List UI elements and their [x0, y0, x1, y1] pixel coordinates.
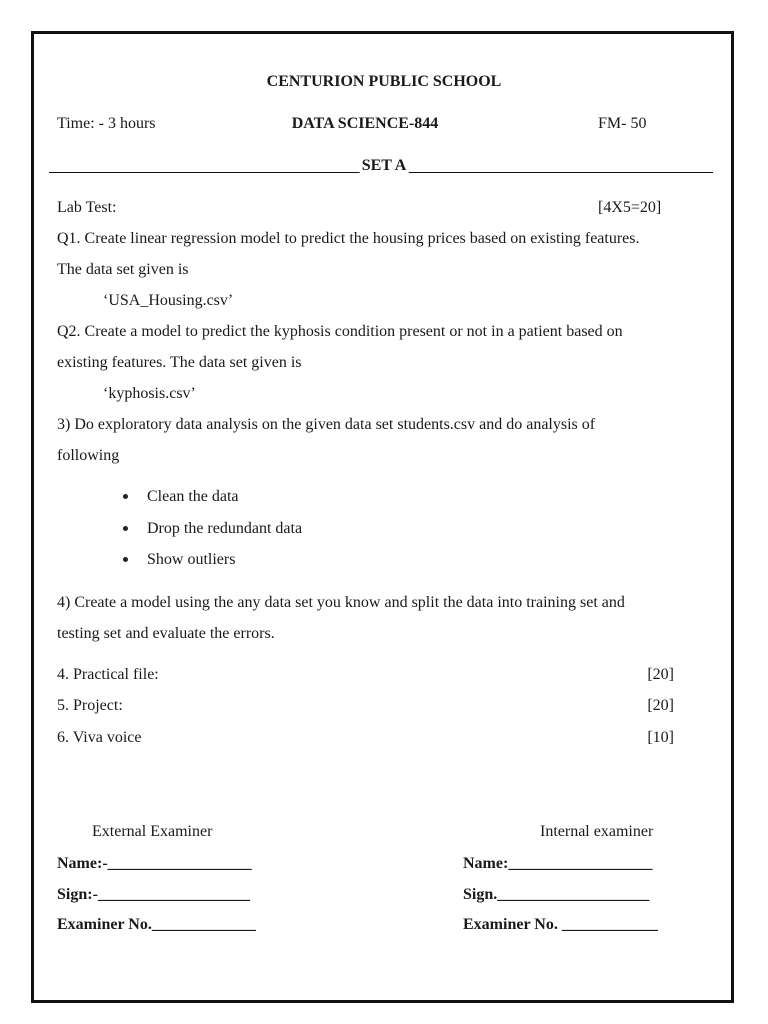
q2-text-cont: existing features. The data set given is — [57, 354, 302, 371]
q2-file: ‘kyphosis.csv’ — [103, 385, 196, 402]
subject-title: DATA SCIENCE-844 — [291, 115, 439, 132]
viva-marks: [10] — [647, 729, 674, 746]
project-marks: [20] — [647, 697, 674, 714]
internal-name-field: Name:__________________ — [463, 855, 653, 872]
practical-file-marks: [20] — [647, 666, 674, 683]
project-label: 5. Project: — [57, 697, 123, 714]
external-examiner-no-field: Examiner No._____________ — [57, 916, 256, 933]
internal-examiner-no-field: Examiner No. ____________ — [463, 916, 658, 933]
lab-test-label: Lab Test: — [57, 199, 117, 216]
q4-text-cont: testing set and evaluate the errors. — [57, 625, 275, 642]
set-label: SET A — [361, 157, 407, 174]
q1-text-cont: The data set given is — [57, 261, 189, 278]
external-sign-field: Sign:-___________________ — [57, 886, 250, 903]
q3-bullet-item: Clean the data — [147, 488, 239, 505]
external-examiner-title: External Examiner — [92, 823, 213, 840]
bullet-icon — [123, 557, 128, 562]
q3-bullet-item: Show outliers — [147, 551, 236, 568]
exam-time: Time: - 3 hours — [57, 115, 156, 132]
internal-examiner-title: Internal examiner — [540, 823, 654, 840]
external-name-field: Name:-__________________ — [57, 855, 252, 872]
q1-file: ‘USA_Housing.csv’ — [103, 292, 234, 309]
viva-label: 6. Viva voice — [57, 729, 142, 746]
school-name: CENTURION PUBLIC SCHOOL — [266, 73, 502, 90]
full-marks: FM- 50 — [598, 115, 647, 132]
q1-text: Q1. Create linear regression model to predict the housing prices based on existing features. — [57, 230, 640, 247]
internal-sign-field: Sign.___________________ — [463, 886, 650, 903]
bullet-icon — [123, 526, 128, 531]
q2-text: Q2. Create a model to predict the kyphosis condition present or not in a patient based on — [57, 323, 623, 340]
q3-text-cont: following — [57, 447, 120, 464]
q3-text: 3) Do exploratory data analysis on the given data set students.csv and do analysis of — [57, 416, 596, 433]
q3-bullet-item: Drop the redundant data — [147, 520, 303, 537]
bullet-icon — [123, 494, 128, 499]
lab-test-marks: [4X5=20] — [598, 199, 662, 216]
practical-file-label: 4. Practical file: — [57, 666, 159, 683]
q4-text: 4) Create a model using the any data set you know and split the data into training set and — [57, 594, 625, 611]
